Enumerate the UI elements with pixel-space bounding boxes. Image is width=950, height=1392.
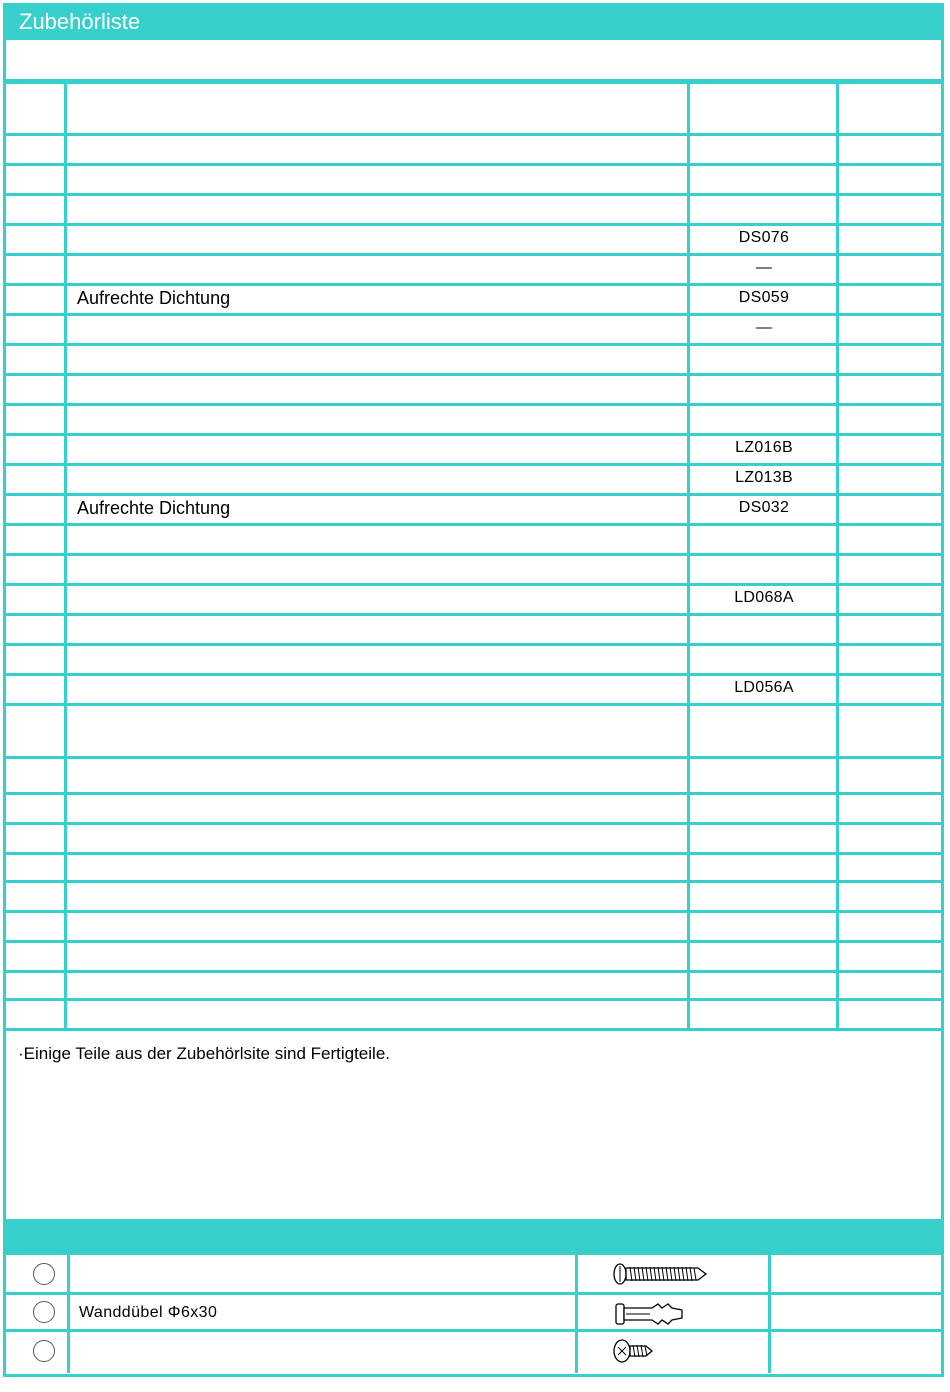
part-code: DS076 bbox=[738, 229, 790, 246]
table-row-divider bbox=[3, 253, 944, 256]
part-code: — bbox=[755, 319, 773, 336]
part-code: LZ016B bbox=[735, 439, 793, 456]
hw-row-divider bbox=[3, 1292, 944, 1295]
table-row-divider bbox=[3, 313, 944, 316]
table-row-divider bbox=[3, 1028, 944, 1031]
table-row-divider bbox=[3, 756, 944, 759]
table-row-divider bbox=[3, 133, 944, 136]
header-divider bbox=[3, 79, 944, 84]
part-name: Aufrechte Dichtung bbox=[77, 288, 231, 308]
table-row-divider bbox=[3, 703, 944, 706]
table-row-divider bbox=[3, 583, 944, 586]
table-row-divider bbox=[3, 880, 944, 883]
part-code: DS032 bbox=[738, 499, 790, 516]
note-text: ·Einige Teile aus der Zubehörlsite sind Fertigteile. bbox=[18, 1044, 390, 1063]
page-title: Zubehörliste bbox=[19, 9, 141, 34]
table-row-divider bbox=[3, 163, 944, 166]
item-marker-circle bbox=[33, 1340, 55, 1362]
hw-row-divider bbox=[3, 1329, 944, 1332]
table-row-divider bbox=[3, 673, 944, 676]
table-row-divider bbox=[3, 343, 944, 346]
table-row-divider bbox=[3, 493, 944, 496]
part-name: Aufrechte Dichtung bbox=[77, 498, 231, 518]
table-row-divider bbox=[3, 283, 944, 286]
hardware-name: Wanddübel Φ6x30 bbox=[79, 1304, 218, 1321]
table-row-divider bbox=[3, 613, 944, 616]
part-code: LD068A bbox=[734, 589, 794, 606]
title-bar bbox=[3, 3, 944, 40]
table-row-divider bbox=[3, 433, 944, 436]
part-code: DS059 bbox=[738, 289, 790, 306]
table-row-divider bbox=[3, 403, 944, 406]
hw-col-divider bbox=[67, 1255, 70, 1373]
table-row-divider bbox=[3, 523, 944, 526]
part-code: LD056A bbox=[734, 679, 794, 696]
table-row-divider bbox=[3, 998, 944, 1001]
part-code: — bbox=[755, 259, 773, 276]
table-row-divider bbox=[3, 193, 944, 196]
table-row-divider bbox=[3, 910, 944, 913]
table-row-divider bbox=[3, 792, 944, 795]
table-row-divider bbox=[3, 970, 944, 973]
table-row-divider bbox=[3, 822, 944, 825]
table-row-divider bbox=[3, 643, 944, 646]
table-row-divider bbox=[3, 553, 944, 556]
hw-col-divider bbox=[768, 1255, 771, 1373]
table-row-divider bbox=[3, 852, 944, 855]
table-row-divider bbox=[3, 223, 944, 226]
table-row-divider bbox=[3, 373, 944, 376]
table-row-divider bbox=[3, 940, 944, 943]
long-screw-icon bbox=[612, 1262, 712, 1286]
wall-plug-icon bbox=[612, 1300, 692, 1328]
hardware-header-bar bbox=[3, 1219, 944, 1255]
table-row-divider bbox=[3, 463, 944, 466]
part-code: LZ013B bbox=[735, 469, 793, 486]
short-screw-icon bbox=[612, 1338, 662, 1364]
item-marker-circle bbox=[33, 1301, 55, 1323]
item-marker-circle bbox=[33, 1263, 55, 1285]
hw-col-divider bbox=[575, 1255, 578, 1373]
